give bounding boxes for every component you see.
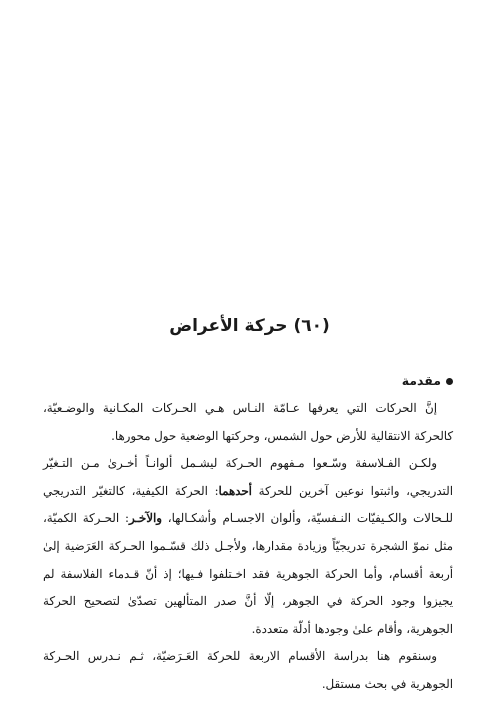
paragraph-1: إنَّ الحركات التي يعرفها عـامّة النـاس هـي الحـركات المكـانية والوضـعيّة، كالحركة الانتقالية للأرض حول الشمس، وحركتها الوضعية حول محورها. [43, 401, 453, 443]
section-heading-label: مقدمة [401, 373, 441, 388]
paragraph-2-part-2: : الحركة الكيفية، كالتغيّر التدريجي للـحالات والكـيفيّات النـفسيّة، وألوان الاجسـام وأشكـالها، [43, 483, 453, 526]
chapter-title: (٦٠) حركة الأعراض [169, 316, 330, 336]
paragraph-2-bold-first: أحدهما [218, 483, 252, 498]
paragraph-2-part-3: : الحـركة الكميّة، مثل نموّ الشجرة تدريجيّاً وزيادة مقدارها، ولأجـل ذلك قسّـموا الحـركة العَرَضية إلىٰ أربعة أقسام، وأما الحركة الجوهرية فقد اخـتلفوا فـيها؛ إذ أنّ قـدماء الفلاسفة لم يجيزوا وجود الحركة في الجوهر، إلّا أنَّ صدر المتألهين تصدّىٰ لتصحيح الحركة الجوهرية، وأقام علىٰ وجودها أدلّة متعددة. [43, 511, 453, 636]
paragraph-3: وسنقوم هنا بدراسة الأقسام الاربعة للحركة العَـرَضيّة، ثـم نـدرس الحـركة الجوهرية في بحث مستقل. [43, 649, 453, 691]
bullet-icon [446, 378, 453, 385]
paragraph-2-part-1: ولكـن الفـلاسفة وسّـعوا مـفهوم الحـركة ليشـمل ألوانـاً أخـرىٰ مـن التـغيّر التدريجي، واثبتوا نوعين آخرين للحركة [43, 456, 453, 498]
paragraph-2 [43, 450, 453, 643]
body-text [43, 395, 453, 699]
section-heading [402, 372, 453, 390]
paragraph-2-bold-second: والآخـر [128, 511, 162, 526]
